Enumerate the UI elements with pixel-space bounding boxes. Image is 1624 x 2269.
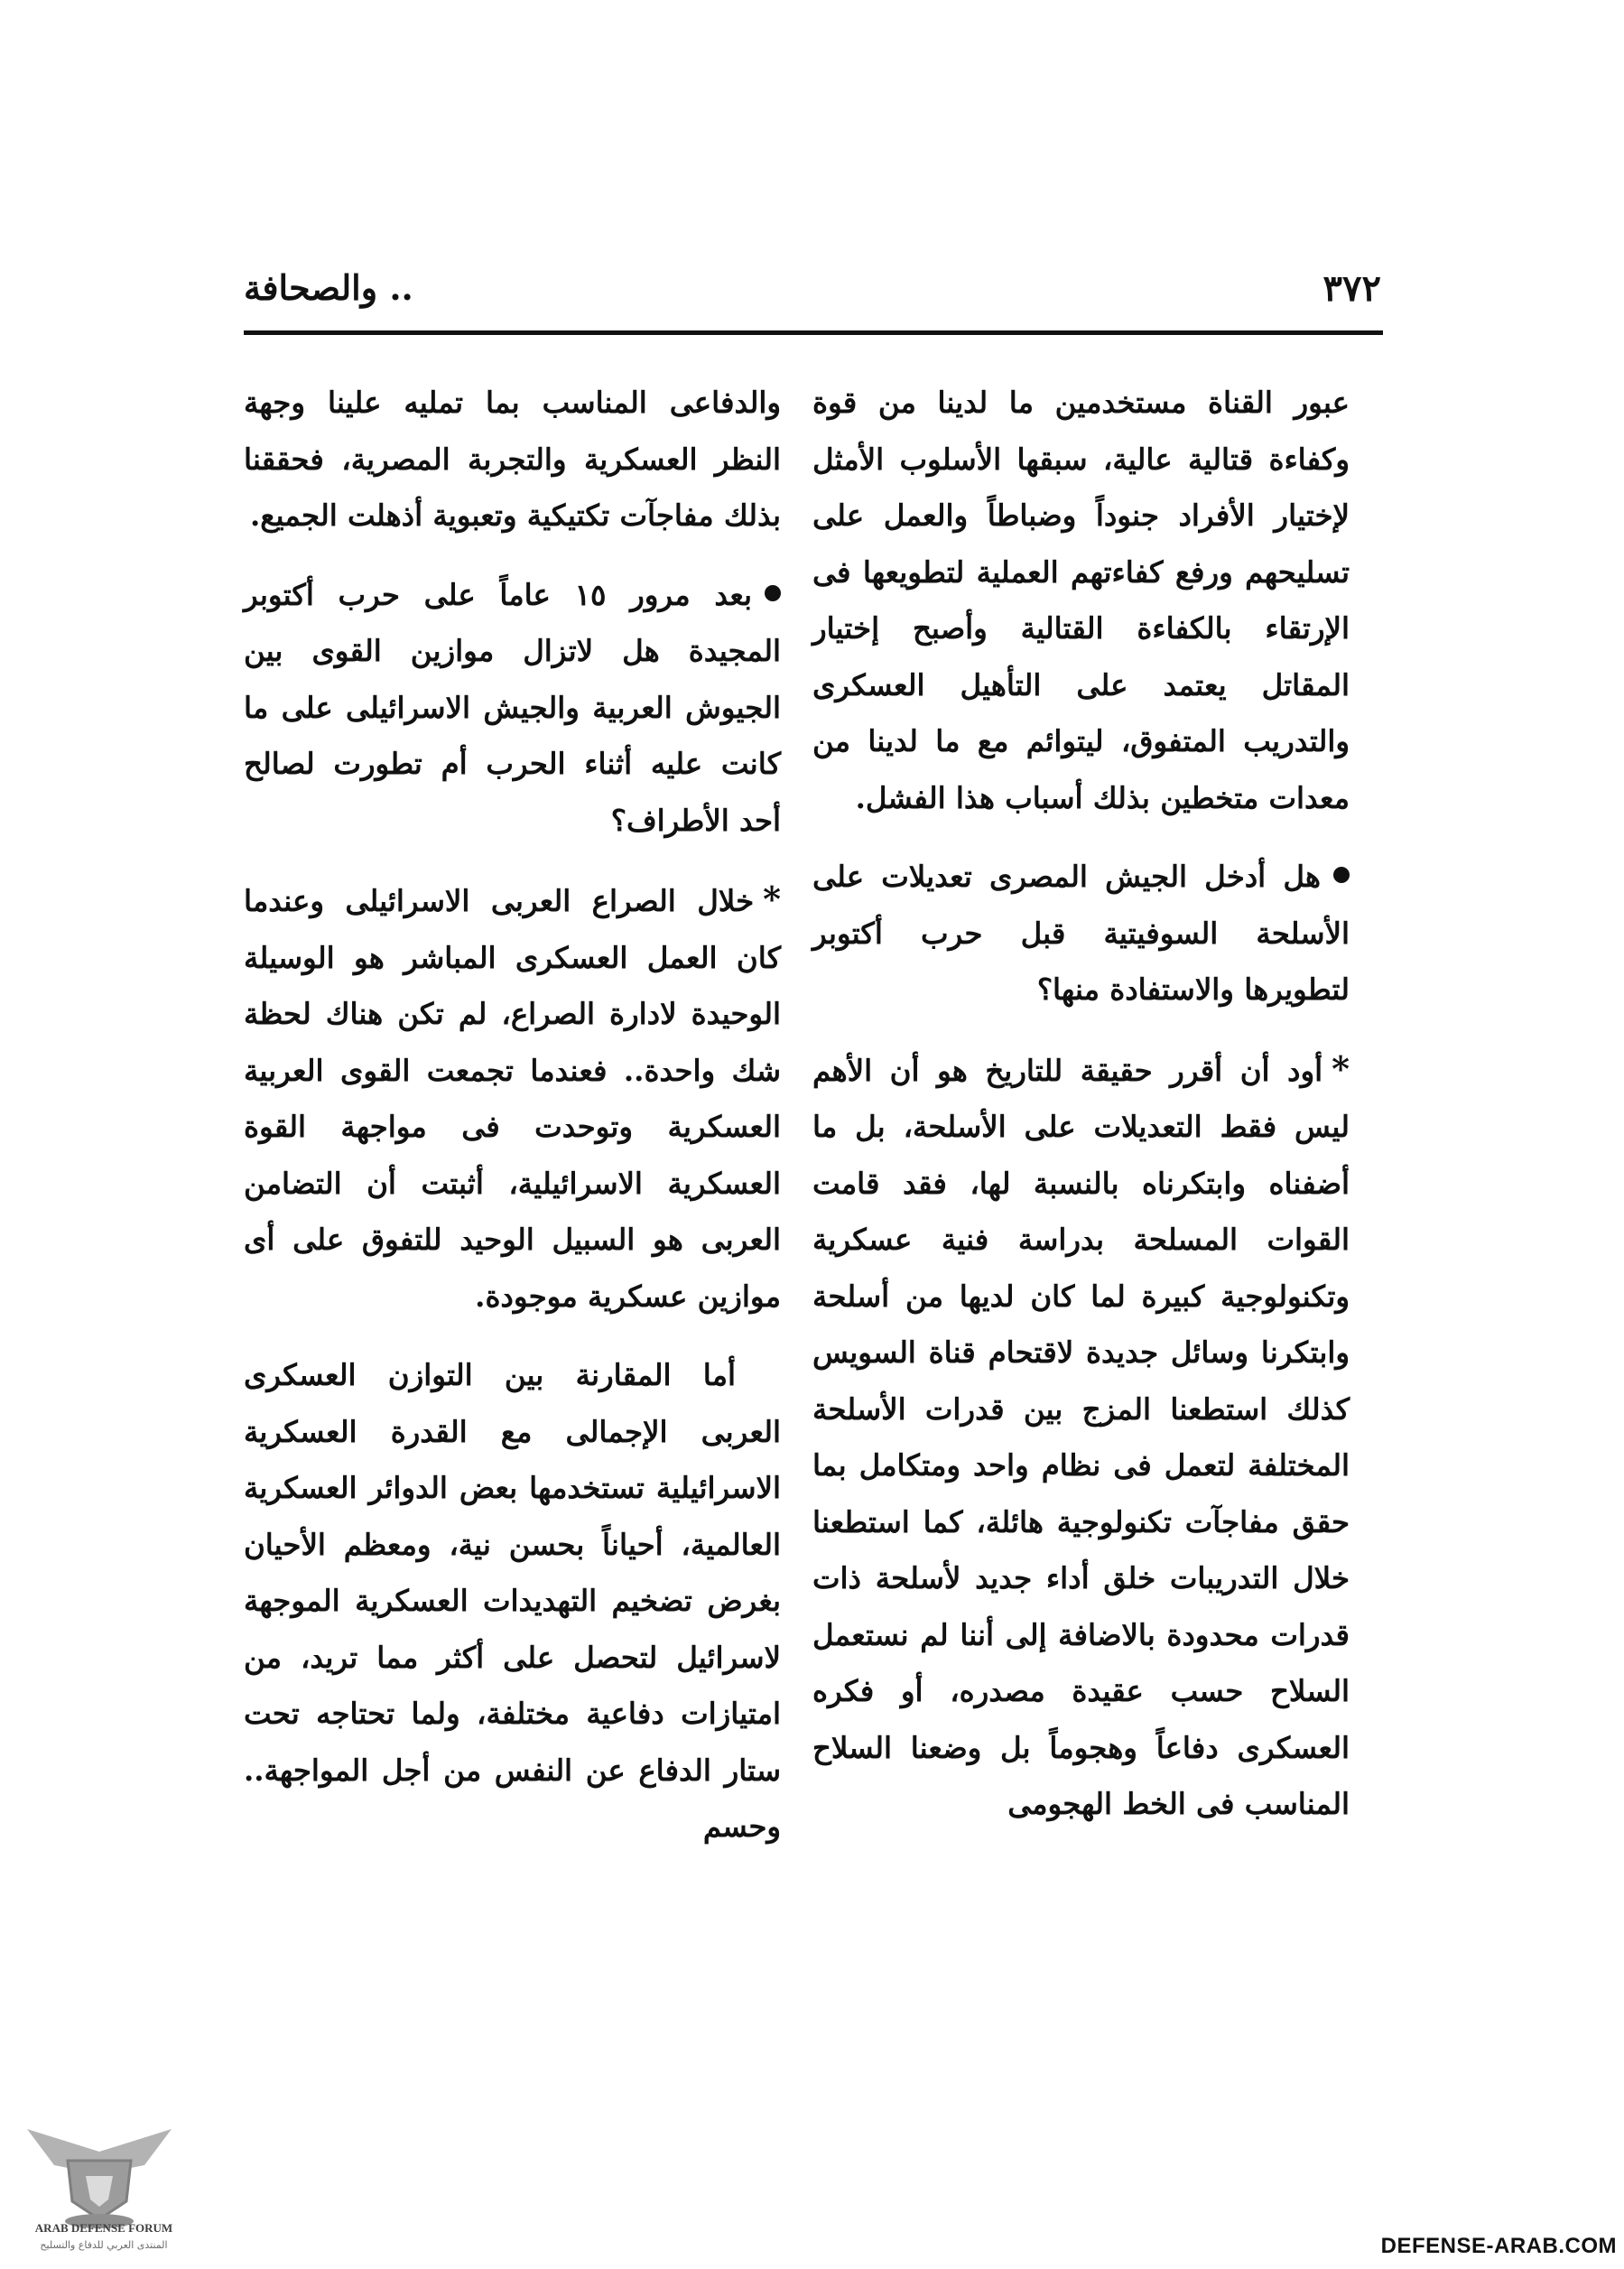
- question-text: بعد مرور ١٥ عاماً على حرب أكتوبر المجيدة هل لاتزال موازين القوى بين الجيوش العربية والجيش الاسرائيلى على ما كانت عليه أثناء الحرب أم تطورت لصالح أحد الأطراف؟: [244, 577, 781, 838]
- answer-paragraph: [244, 871, 781, 1325]
- paragraph: [244, 375, 781, 544]
- bullet-icon: [765, 585, 781, 601]
- star-marker: *: [763, 879, 781, 919]
- logo-subtitle: المنتدى العربي للدفاع والتسليح: [40, 2239, 168, 2251]
- paragraph: [812, 375, 1350, 826]
- answer-text: أود أن أقرر حقيقة للتاريخ هو أن الأهم ليس فقط التعديلات على الأسلحة، بل ما أضفناه وابتكرناه بالنسبة لها، فقد قامت القوات المسلحة بدراسة فنية عسكرية وتكنولوجية كبيرة لما كان لديها من أسلحة وابتكرنا وسائل جديدة لاقتحام قناة السويس كذلك استطعنا المزج بين قدرات الأسلحة المختلفة لتعمل فى نظام واحد ومتكامل بما حقق مفاجآت تكنولوجية هائلة، كما استطعنا خلال التدريبات خلق أداء جديد لأسلحة ذات قدرات محدودة بالاضافة إلى أننا لم نستعمل السلاح حسب عقيدة مصدره، أو فكره العسكرى دفاعاً وهجوماً بل وضعنا السلاح المناسب فى الخط الهجومى: [812, 1053, 1350, 1821]
- question-paragraph: [244, 567, 781, 850]
- page-header: [244, 264, 1381, 318]
- bullet-icon: [1333, 867, 1350, 883]
- answer-text: خلال الصراع العربى الاسرائيلى وعندما كان العمل العسكرى المباشر هو الوسيلة الوحيدة لادارة الصراع، لم تكن هناك لحظة شك واحدة.. فعندما تجمعت القوى العربية العسكرية وتوحدت فى مواجهة القوة العسكرية الاسرائيلية، أثبتت أن التضامن العربى هو السبيل الوحيد للتفوق على أى موازين عسكرية موجودة.: [244, 884, 781, 1314]
- paragraph-text: أما المقارنة بين التوازن العسكرى العربى الإجمالى مع القدرة العسكرية الاسرائيلية تستخدمها بعض الدوائر العسكرية العالمية، أحياناً بحسن نية، ومعظم الأحيان بغرض تضخيم التهديدات العسكرية الموجهة لاسرائيل لتحصل على أكثر مما تريد، من امتيازات دفاعية مختلفة، ولما تحتاجه تحت ستار الدفاع عن النفس من أجل المواجهة.. وحسم: [244, 1358, 781, 1844]
- paragraph: [244, 1347, 781, 1855]
- answer-paragraph: [812, 1041, 1350, 1833]
- left-column: [244, 375, 781, 1878]
- star-marker: *: [1332, 1047, 1350, 1089]
- question-text: هل أدخل الجيش المصرى تعديلات على الأسلحة السوفيتية قبل حرب أكتوبر لتطويرها والاستفادة منها؟: [812, 860, 1350, 1007]
- right-column: [812, 375, 1350, 1855]
- header-rule: [244, 330, 1383, 335]
- paragraph-text: عبور القناة مستخدمين ما لدينا من قوة وكفاءة قتالية عالية، سبقها الأسلوب الأمثل لإختيار الأفراد جنوداً وضباطاً والعمل على تسليحهم ورفع كفاءتهم العملية لتطويعها فى الإرتقاء بالكفاءة القتالية وأصبح إختيار المقاتل يعتمد على التأهيل العسكرى والتدريب المتفوق، ليتوائم مع ما لدينا من معدات متخطين بذلك أسباب هذا الفشل.: [812, 386, 1350, 815]
- question-paragraph: [812, 849, 1350, 1018]
- paragraph-text: والدفاعى المناسب بما تمليه علينا وجهة النظر العسكرية والتجربة المصرية، فحققنا بذلك مفاجآت تكتيكية وتعبوية أذهلت الجميع.: [244, 386, 781, 533]
- logo-title: ARAB DEFENSE FORUM: [34, 2221, 173, 2235]
- running-title: .. والصحافة: [244, 267, 413, 308]
- site-watermark: DEFENSE-ARAB.COM: [1380, 2234, 1617, 2258]
- page-number: ٣٧٢: [1322, 267, 1381, 310]
